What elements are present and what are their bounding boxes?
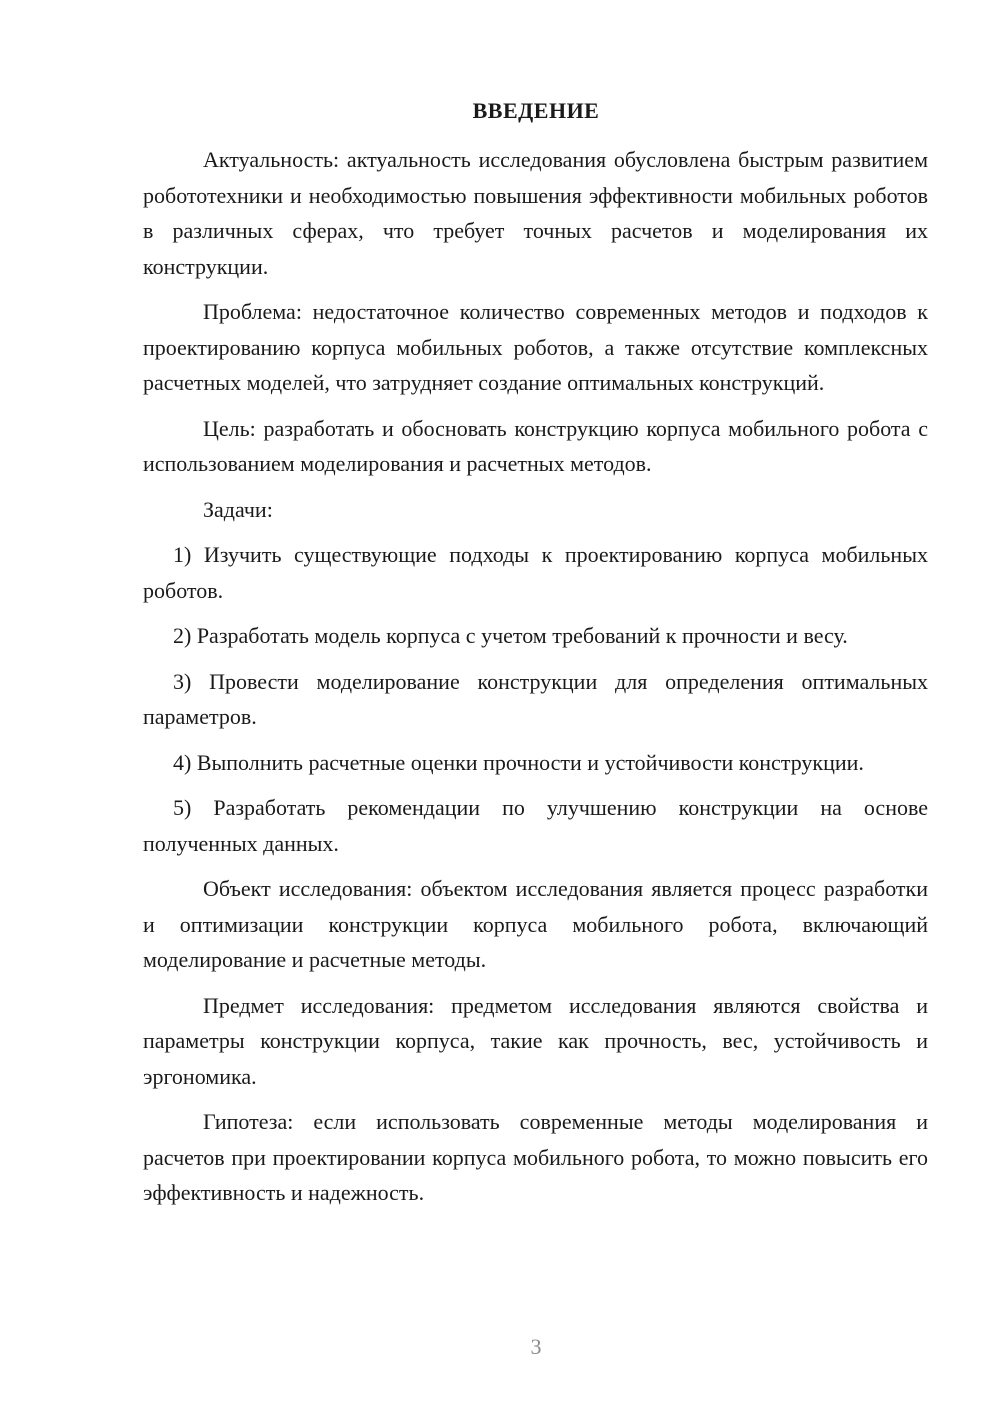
tasks-heading: Задачи: bbox=[203, 496, 273, 522]
problem-paragraph: Проблема: недостаточное количество современных методов и подходов к проектированию корпуса мобильных роботов, а также отсутствие комплексных расчетных моделей, что затрудняет создание оптимальных конструкций. bbox=[143, 299, 928, 395]
page-number: 3 bbox=[530, 1334, 542, 1359]
task-item-2: 2) Разработать модель корпуса с учетом требований к прочности и весу. bbox=[173, 623, 848, 648]
task-item-4: 4) Выполнить расчетные оценки прочности и устойчивости конструкции. bbox=[173, 749, 864, 775]
section-heading: ВВЕДЕНИЕ bbox=[472, 98, 600, 123]
task-item-5: 5) Разработать рекомендации по улучшению конструкции на основе полученных данных. bbox=[143, 795, 928, 856]
goal-paragraph: Цель: разработать и обосновать конструкцию корпуса мобильного робота с использованием моделирования и расчетных методов. bbox=[143, 415, 928, 476]
relevance-paragraph: Актуальность: актуальность исследования обусловлена быстрым развитием робототехники и необходимостью повышения эффективности мобильных роботов в различных сферах, что требует точных расчетов и моделирования их конструкции. bbox=[143, 147, 928, 279]
task-item-1: 1) Изучить существующие подходы к проектированию корпуса мобильных роботов. bbox=[143, 542, 928, 603]
object-paragraph: Объект исследования: объектом исследования является процесс разработки и оптимизации конструкции корпуса мобильного робота, включающий моделирование и расчетные методы. bbox=[143, 876, 928, 972]
task-item-3: 3) Провести моделирование конструкции для определения оптимальных параметров. bbox=[143, 668, 928, 729]
subject-paragraph: Предмет исследования: предметом исследования являются свойства и параметры конструкции корпуса, такие как прочность, вес, устойчивость и эргономика. bbox=[143, 992, 928, 1089]
document-body bbox=[143, 142, 928, 1221]
hypothesis-paragraph: Гипотеза: если использовать современные методы моделирования и расчетов при проектировании корпуса мобильного робота, то можно повысить его эффективность и надежность. bbox=[143, 1109, 928, 1205]
